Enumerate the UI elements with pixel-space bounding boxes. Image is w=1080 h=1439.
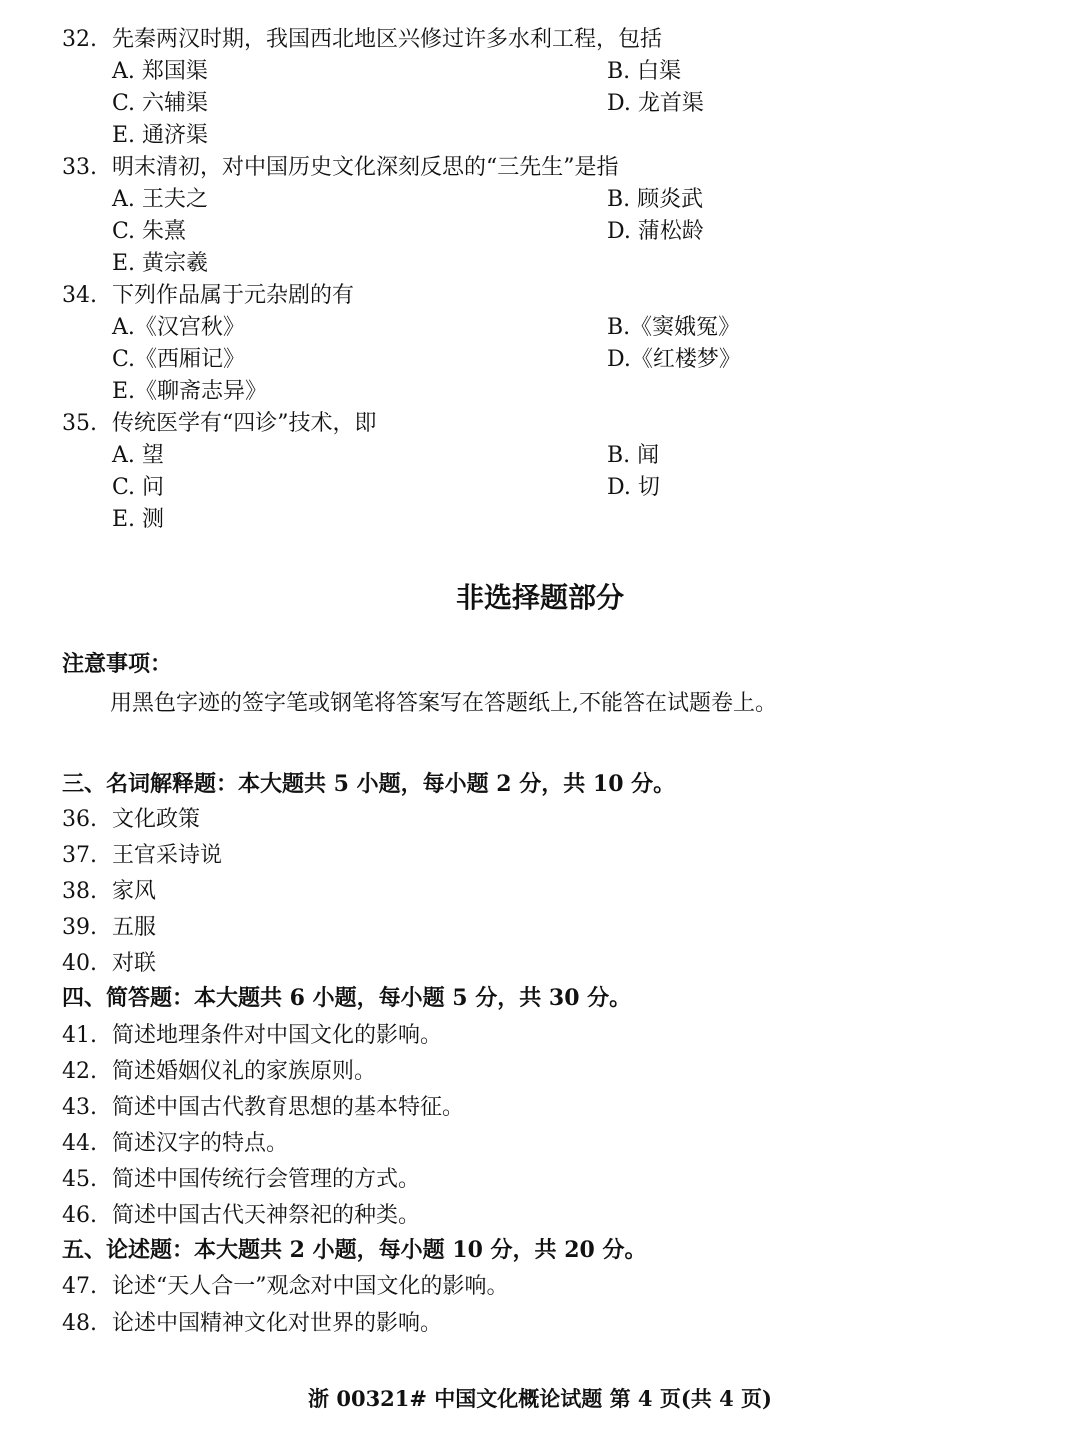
question-number: 33. [62,155,97,180]
option-c: C. 六辅渠 [112,91,209,116]
list-item: 39. 五服 [62,915,157,940]
option-a: A.《汉宫秋》 [112,315,245,340]
question-number: 34. [62,283,97,308]
list-item: 42. 简述婚姻仪礼的家族原则。 [62,1059,377,1084]
option-b: B. 顾炎武 [607,187,704,212]
option-b: B. 闻 [607,443,660,468]
list-item: 38. 家风 [62,879,157,904]
option-e: E. 测 [112,507,165,532]
list-item: 45. 简述中国传统行会管理的方式。 [62,1167,421,1192]
option-c: C.《西厢记》 [112,347,246,372]
question-35 [62,410,377,438]
question-stem: 下列作品属于元杂剧的有 [112,283,355,308]
page-footer: 浙 00321# 中国文化概论试题 第 4 页(共 4 页) [308,1386,772,1411]
question-stem: 先秦两汉时期，我国西北地区兴修过许多水利工程，包括 [112,27,663,52]
option-d: D. 蒲松龄 [607,219,704,244]
option-e: E.《聊斋志异》 [112,379,268,404]
option-a: A. 望 [112,443,164,468]
option-b: B. 白渠 [607,59,682,84]
section-heading-4: 四、简答题：本大题共 6 小题，每小题 5 分，共 30 分。 [62,985,632,1011]
part-title: 非选择题部分 [455,581,624,614]
question-33 [62,154,619,182]
section-heading-5: 五、论述题：本大题共 2 小题，每小题 10 分，共 20 分。 [62,1237,647,1263]
option-c: C. 朱熹 [112,219,187,244]
question-32 [62,26,662,54]
list-item: 43. 简述中国古代教育思想的基本特征。 [62,1095,465,1120]
option-d: D. 切 [607,475,660,500]
option-d: D.《红楼梦》 [607,347,741,372]
option-e: E. 通济渠 [112,123,209,148]
list-item: 36. 文化政策 [62,807,201,832]
question-stem: 明末清初，对中国历史文化深刻反思的“三先生”是指 [112,155,619,180]
notice-heading: 注意事项： [62,651,173,677]
question-34 [62,282,354,310]
question-number: 35. [62,411,97,436]
option-b: B.《窦娥冤》 [607,315,741,340]
section-heading-3: 三、名词解释题：本大题共 5 小题，每小题 2 分，共 10 分。 [62,771,676,797]
option-e: E. 黄宗羲 [112,251,209,276]
list-item: 47. 论述“天人合一”观念对中国文化的影响。 [62,1274,509,1299]
option-c: C. 问 [112,475,165,500]
list-item: 46. 简述中国古代天神祭祀的种类。 [62,1203,421,1228]
option-a: A. 王夫之 [112,187,208,212]
question-stem: 传统医学有“四诊”技术，即 [112,411,377,436]
option-d: D. 龙首渠 [607,91,704,116]
list-item: 41. 简述地理条件对中国文化的影响。 [62,1023,443,1048]
list-item: 48. 论述中国精神文化对世界的影响。 [62,1311,443,1336]
option-a: A. 郑国渠 [112,59,208,84]
notice-text: 用黑色字迹的签字笔或钢笔将答案写在答题纸上,不能答在试题卷上。 [110,691,777,716]
list-item: 40. 对联 [62,951,157,976]
list-item: 37. 王官采诗说 [62,843,223,868]
list-item: 44. 简述汉字的特点。 [62,1131,289,1156]
question-number: 32. [62,27,97,52]
